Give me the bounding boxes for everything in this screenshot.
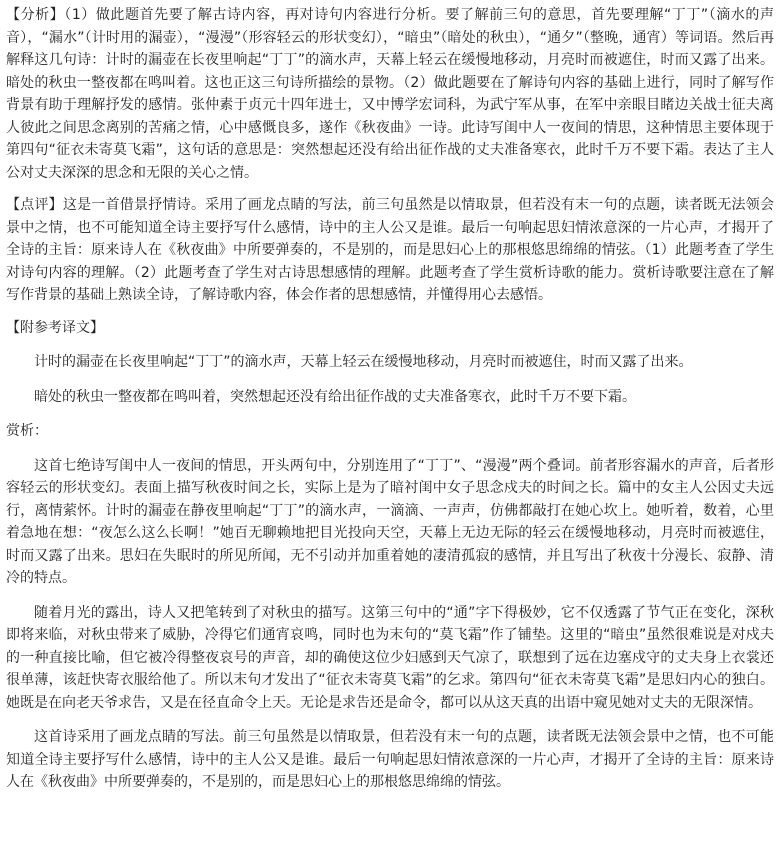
appreciation-paragraph: 随着月光的露出，诗人又把笔转到了对秋虫的描写。这第三句中的“通”字下得极妙，它不仅透露了节气正在变化，深秋即将来临，对秋虫带来了威胁，冷得它们通宵哀鸣，同时也为末句的“莫飞霜”作了铺垫。这里的“暗虫”虽然很难说是对戍夫的一种直接比喻，但它被冷得整夜哀号的声音，却的确使这位少妇感到天气凉了，联想到了远在边塞戍守的丈夫身上衣裳还很单薄，该赶快寄衣服给他了。所以末句才发出了“征衣未寄莫飞霜”的乞求。第四句“征衣未寄莫飞霜”是思妇内心的独白。她既是在向老天爷求告，又是在径直命令上天。无论是求告还是命令，都可以从这天真的出语中窥见她对丈夫的无限深情。 — [6, 604, 774, 711]
analysis-paragraph: 【分析】（1）做此题首先要了解古诗内容，再对诗句内容进行分析。要了解前三句的意思，首先要理解“丁丁”（滴水的声音），“漏水”（计时用的漏壶），“漫漫”（形容轻云的形状变幻），“暗虫”（暗处的秋虫），“通夕”（整晚，通宵）等词语。然后再解释这几句诗：计时的漏壶在长夜里响起“丁丁”的滴水声，天幕上轻云在缓慢地移动，月亮时而被遮住，时而又露了出来。暗处的秋虫一整夜都在鸣叫着。这也正这三句诗所描绘的景物。（2）做此题要在了解诗句内容的基础上进行，同时了解写作背景有助于理解抒发的感情。张仲素于贞元十四年进士，又中博学宏词科，为武宁军从事，在军中亲眼目睹边关战士征夫离人彼此之间思念离别的苦痛之情，心中感慨良多，遂作《秋夜曲》一诗。此诗写闺中人一夜间的情思，这种情思主要体现于第四句“征衣未寄莫飞霜”，这句话的意思是：突然想起还没有给出征作战的丈夫准备寒衣，此时千万不要下霜。表达了主人公对丈夫深深的思念和无限的关心之情。 — [6, 7, 774, 181]
appreciation-heading: 赏析： — [6, 423, 48, 439]
comment-paragraph: 【点评】这是一首借景抒情诗。采用了画龙点睛的写法，前三句虽然是以情取景，但若没有末一句的点题，读者既无法领会景中之情，也不可能知道全诗主要抒写什么感情，诗中的主人公又是谁。最后一句响起思妇情浓意深的一片心声，才揭开了全诗的主旨：原来诗人在《秋夜曲》中所要弹奏的，不是别的，而是思妇心上的那根悠思绵绵的情弦。（1）此题考查了学生对诗句内容的理解。（2）此题考查了学生对古诗思想感情的理解。此题考查了学生赏析诗歌的能力。赏析诗歌要注意在了解写作背景的基础上熟读全诗，了解诗歌内容，体会作者的思想感情，并懂得用心去感悟。 — [6, 197, 774, 303]
appreciation-paragraph: 这首诗采用了画龙点睛的写法。前三句虽然是以情取景，但若没有末一句的点题，读者既无法领会景中之情，也不可能知道全诗主要抒写什么感情，诗中的主人公又是谁。最后一句响起思妇情浓意深的一片心声，才揭开了全诗的主旨：原来诗人在《秋夜曲》中所要弹奏的，不是别的，而是思妇心上的那根悠思绵绵的情弦。 — [6, 729, 774, 790]
appreciation-paragraph: 这首七绝诗写闺中人一夜间的情思，开头两句中，分别连用了“丁丁”、“漫漫”两个叠词。前者形容漏水的声音，后者形容轻云的形状变幻。表面上描写秋夜时间之长，实际上是为了暗衬闺中女子思念戍夫的时间之长。篇中的女主人公因丈夫远行，离情萦怀。计时的漏壶在静夜里响起“丁丁”的滴水声，一滴滴、一声声，仿佛都敲打在她心坎上。她听着，数着，心里着急地在想：“夜怎么这么长啊！”她百无聊赖地把目光投向天空，天幕上无边无际的轻云在缓慢地移动，月亮时而被遮住，时而又露了出来。思妇在失眠时的所见所闻，无不引动并加重着她的凄清孤寂的感情，并且写出了秋夜十分漫长、寂静、清冷的特点。 — [6, 457, 774, 586]
translation-line: 暗处的秋虫一整夜都在鸣叫着，突然想起还没有给出征作战的丈夫准备寒衣，此时千万不要下霜。 — [34, 388, 636, 405]
translation-heading: 【附参考译文】 — [6, 319, 104, 336]
translation-line: 计时的漏壶在长夜里响起“丁丁”的滴水声，天幕上轻云在缓慢地移动，月亮时而被遮住，时而又露了出来。 — [34, 354, 693, 370]
